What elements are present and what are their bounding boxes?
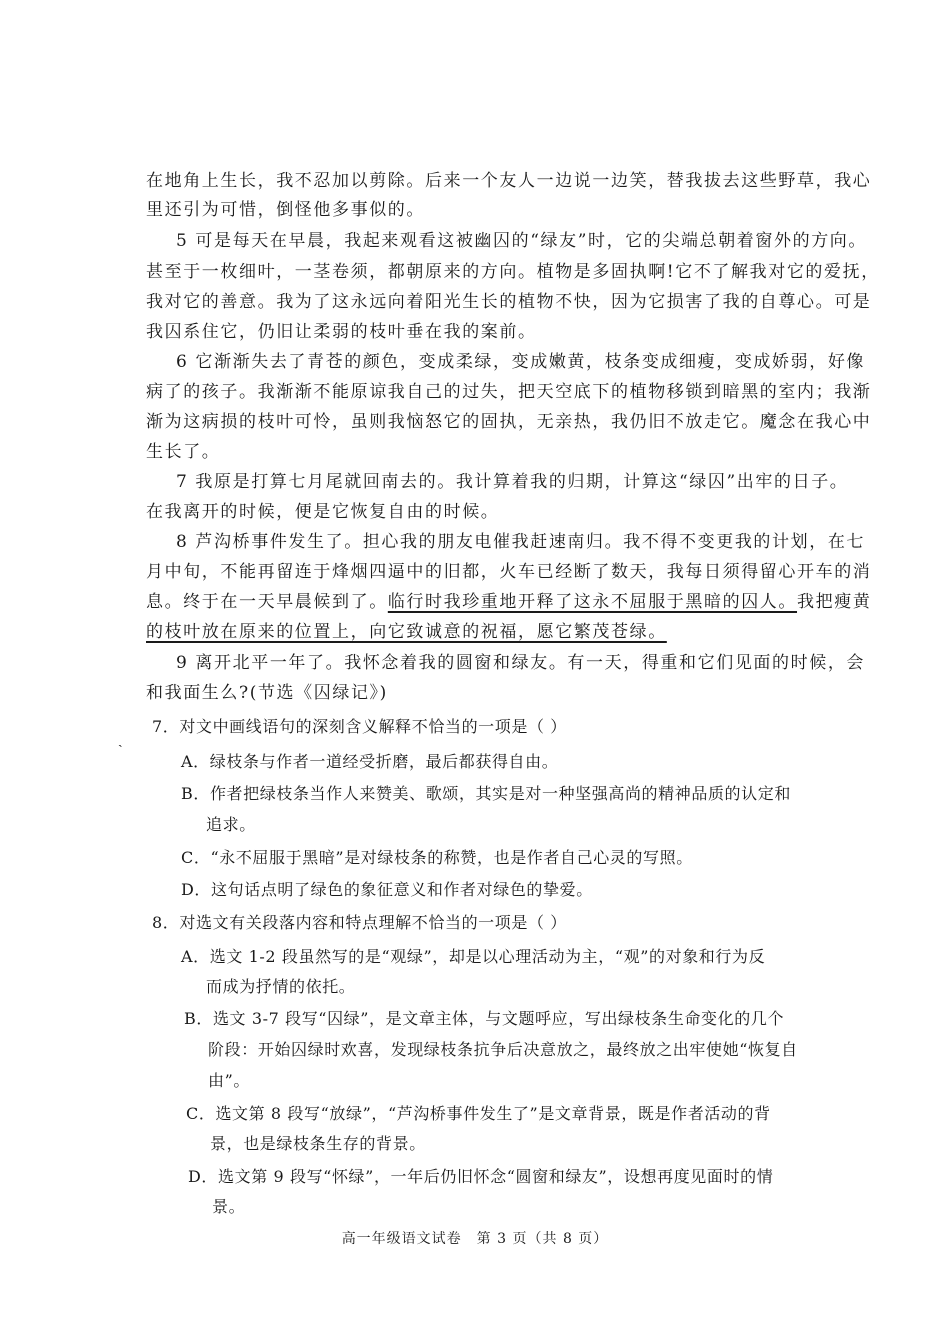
option-b: B．选文 3-7 段写“囚绿”，是文章主体，与文题呼应，写出绿枝条生命变化的几个 (184, 1009, 785, 1028)
option-a: A．选文 1-2 段虽然写的是“观绿”，却是以心理活动为主，“观”的对象和行为反 (181, 947, 766, 966)
option-b-continued: 由”。 (208, 1071, 250, 1090)
text-segment: 息。终于在一天早晨候到了。 (146, 592, 388, 612)
text-line: 9 离开北平一年了。我怀念着我的圆窗和绿友。有一天，得重和它们见面的时候，会 (176, 653, 866, 673)
text-line: 甚至于一枚细叶，一茎卷须，都朝原来的方向。植物是多固执啊!它不了解我对它的爱抚， (146, 262, 880, 282)
text-segment: 我把瘦黄 (797, 592, 872, 612)
scan-mark: ˏ (118, 732, 123, 748)
text-line: 5 可是每天在早晨，我起来观看这被幽囚的“绿友”时，它的尖端总朝着窗外的方向。 (176, 231, 867, 251)
option-c: C．“永不屈服于黑暗”是对绿枝条的称赞，也是作者自己心灵的写照。 (181, 848, 693, 867)
option-a-continued: 而成为抒情的依托。 (206, 977, 356, 996)
text-line: 7 我原是打算七月尾就回南去的。我计算着我的归期，计算这“绿囚”出牢的日子。 (176, 472, 849, 492)
option-a: A．绿枝条与作者一道经受折磨，最后都获得自由。 (181, 752, 559, 771)
option-b-continued: 追求。 (206, 815, 256, 834)
text-line: 我对它的善意。我为了这永远向着阳光生长的植物不快，因为它损害了我的自尊心。可是 (146, 292, 872, 312)
option-c: C．选文第 8 段写“放绿”，“芦沟桥事件发生了”是文章背景，既是作者活动的背 (186, 1104, 771, 1123)
option-c-continued: 景，也是绿枝条生存的背景。 (210, 1134, 426, 1153)
text-line: 和我面生么?(节选《囚绿记》) (146, 683, 388, 703)
text-line: 8 芦沟桥事件发生了。担心我的朋友电催我赶速南归。我不得不变更我的计划，在七 (176, 532, 866, 552)
text-line (146, 621, 667, 643)
question-stem: 8．对选文有关段落内容和特点理解不恰当的一项是（ ） (152, 913, 567, 932)
option-d: D．这句话点明了绿色的象征意义和作者对绿色的挚爱。 (181, 880, 593, 899)
question-stem: 7．对文中画线语句的深刻含义解释不恰当的一项是（ ） (152, 717, 567, 736)
text-line: 病了的孩子。我渐渐不能原谅我自己的过失，把天空底下的植物移锁到暗黑的室内；我渐 (146, 382, 872, 402)
text-line: 在我离开的时候，便是它恢复自由的时候。 (146, 502, 500, 522)
text-line: 生长了。 (146, 442, 221, 462)
option-d-continued: 景。 (212, 1197, 246, 1216)
text-line: 里还引为可惜，倒怪他多事似的。 (146, 200, 425, 220)
text-line: 在地角上生长，我不忍加以剪除。后来一个友人一边说一边笑，替我拔去这些野草，我心 (146, 171, 872, 191)
text-line: 月中旬，不能再留连于烽烟四逼中的旧都，火车已经断了数天，我每日须得留心开车的消 (146, 562, 872, 582)
text-line: 我囚系住它，仍旧让柔弱的枝叶垂在我的案前。 (146, 322, 537, 342)
option-d: D．选文第 9 段写“怀绿”，一年后仍旧怀念“圆窗和绿友”，设想再度见面时的情 (188, 1167, 774, 1186)
underlined-sentence: 临行时我珍重地开释了这永不屈服于黑暗的囚人。 (387, 592, 798, 612)
page-footer: 高一年级语文试卷 第 3 页（共 8 页） (341, 1231, 609, 1247)
option-b-continued: 阶段：开始囚绿时欢喜，发现绿枝条抗争后决意放之，最终放之出牢使她“恢复自 (208, 1040, 798, 1059)
underlined-sentence-continued: 的枝叶放在原来的位置上，向它致诚意的祝福，愿它繁茂苍绿。 (146, 622, 667, 642)
text-line-with-underline (146, 591, 871, 613)
text-line: 6 它渐渐失去了青苍的颜色，变成柔绿，变成嫩黄，枝条变成细瘦，变成娇弱，好像 (176, 352, 866, 372)
text-line: 渐为这病损的枝叶可怜，虽则我恼怒它的固执，无亲热，我仍旧不放走它。魔念在我心中 (146, 412, 872, 432)
option-b: B．作者把绿枝条当作人来赞美、歌颂，其实是对一种坚强高尚的精神品质的认定和 (181, 784, 791, 803)
